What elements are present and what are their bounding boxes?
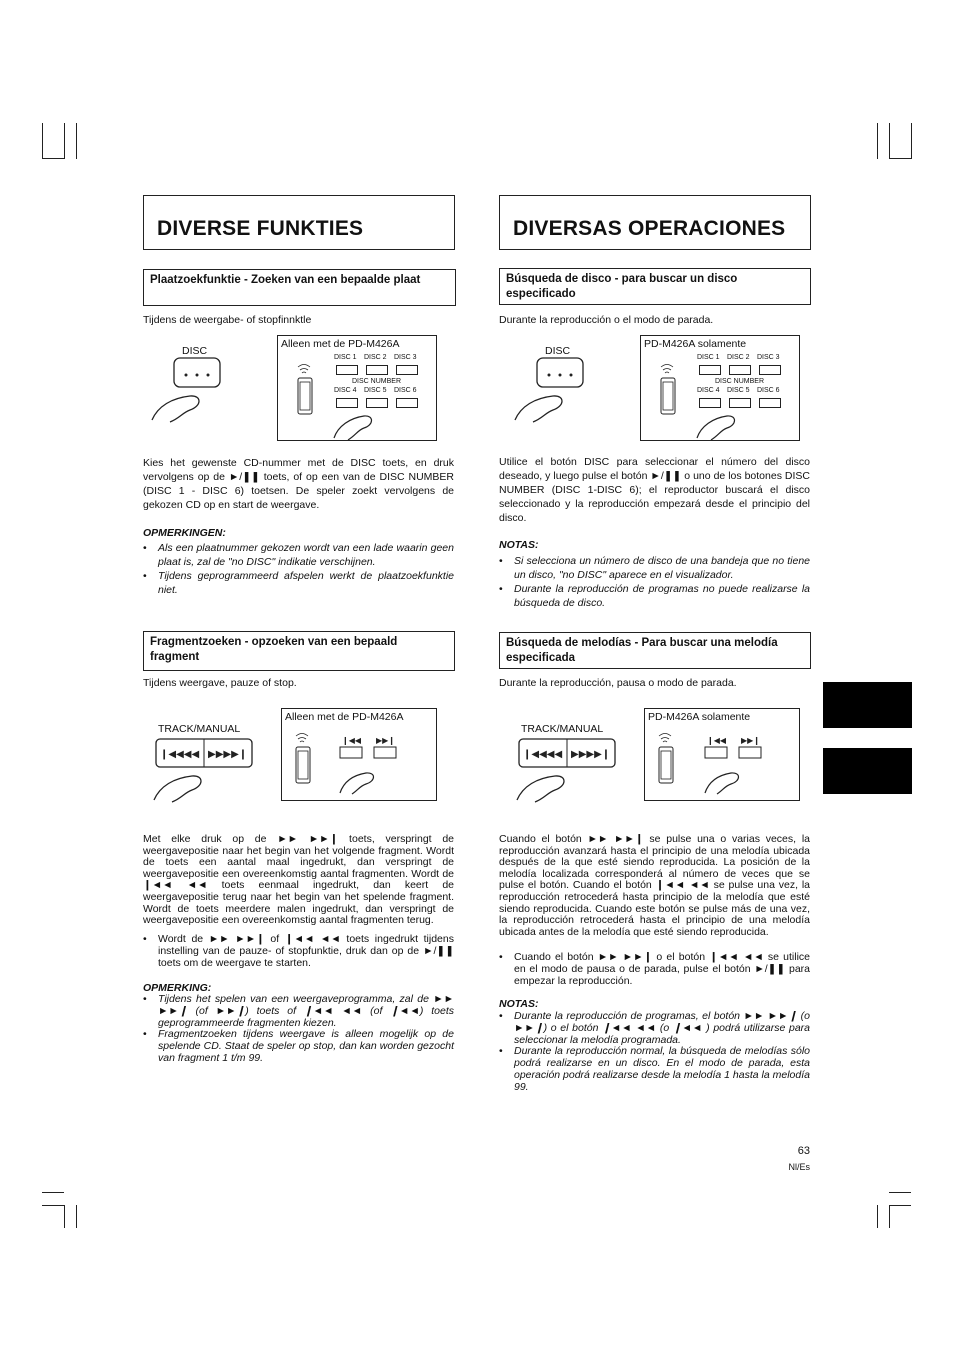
disc-2-label: DISC 2 — [364, 354, 387, 361]
finger-icon — [332, 408, 382, 442]
page-title — [499, 195, 811, 250]
section-heading: Fragmentzoeken - opzoeken van een bepaald fragment — [143, 631, 455, 671]
disc-3-button[interactable] — [759, 365, 781, 375]
remote-illustration — [644, 708, 800, 801]
disc-6-label: DISC 6 — [394, 387, 417, 394]
page-title-text: DIVERSAS OPERACIONES — [513, 217, 786, 240]
disc-6-label: DISC 6 — [757, 387, 780, 394]
disc-4-button[interactable] — [336, 398, 358, 408]
notes-list — [499, 1011, 810, 1094]
crop-mark — [889, 1205, 911, 1206]
crop-mark — [64, 123, 65, 159]
remote-caption: PD-M426A solamente — [648, 711, 751, 723]
remote-illustration — [277, 335, 437, 441]
disc-5-label: DISC 5 — [364, 387, 387, 394]
crop-mark — [877, 1205, 878, 1228]
disc-4-button[interactable] — [699, 398, 721, 408]
body-text: Met elke druk op de ►► ►►❙ toets, verspringt de weergavepositie naar het begin van het volgende fragment. Wordt de toets een aantal maal ingedrukt, dan verspringt de weergavepositie een overeenkomstig aantal fragmenten. Wordt de ❙◄◄ ◄◄ toets eenmaal ingedrukt, dan keert de weergavepositie terug naar het begin van het spelende fragment. Wordt de toets meerdere malen ingedrukt, dan verspringt de weergavepositie een overeenkomstig aantal fragmenten terug. — [143, 833, 454, 927]
disc-5-button[interactable] — [729, 398, 751, 408]
disc-button-label: DISC — [182, 345, 208, 357]
disc-3-button[interactable] — [396, 365, 418, 375]
language-code: Nl/Es — [788, 1162, 810, 1172]
language-tab — [823, 748, 912, 794]
remote-control-icon — [294, 362, 318, 418]
disc-1-button[interactable] — [336, 365, 358, 375]
crop-mark — [76, 1205, 77, 1228]
notes-heading: OPMERKINGEN: — [143, 527, 226, 539]
skip-buttons-illustration — [338, 735, 428, 795]
note-item: • Durante la reproducción de programas no puede realizarse la búsqueda de disco. — [499, 582, 810, 610]
svg-text:❙◀◀: ❙◀◀ — [342, 736, 362, 745]
note-item: • Durante la reproducción normal, la búsqueda de melodías sólo podrá realizarse en un disco. En el modo de parada, esta operación podrá realizarse desde la melodía 1 hasta la melodía 99. — [499, 1046, 810, 1093]
page-number: 63 — [797, 1145, 810, 1157]
svg-text:❙◀◀: ❙◀◀ — [707, 736, 727, 745]
body-text: Cuando el botón ►► ►►❙ se pulse una o varias veces, la reproducción avanzará hasta el principio de una melodía ubicada después de la que esté siendo reproducida. La posición de la melodía localizada corresponderá al número de veces que se pulse el botón. Cuando el botón ❙◄◄ ◄◄ se pulse una vez, la reproducción retrocederá hasta principio de la melodía que esté siendo reproducida. Cuando este botón se pulse más de una vez, la reproducción retrocederá hasta el principio de una melodía ubicada antes de la melodía que esté siendo reproducida. — [499, 833, 810, 938]
body-text: Kies het gewenste CD-nummer met de DISC toets, en druk vervolgens op de ►/❚❚ toets, of op een van de DISC NUMBER (DISC 1 - DISC 6) toetsen. De speler zoekt vervolgens de gekozen CD op en start de weergave. — [143, 457, 454, 511]
remote-control-icon — [292, 731, 316, 787]
crop-mark — [911, 123, 912, 159]
crop-mark — [877, 123, 878, 159]
section-heading: Búsqueda de disco - para buscar un disco especificado — [499, 268, 811, 305]
track-buttons-illustration — [513, 736, 623, 804]
svg-text:❙◀◀◀◀: ❙◀◀◀◀ — [160, 749, 200, 760]
note-item: • Tijdens geprogrammeerd afspelen werkt de plaatzoekfunktie niet. — [143, 569, 454, 597]
disc-number-label: DISC NUMBER — [715, 378, 765, 385]
crop-mark — [42, 1205, 64, 1206]
disc-4-label: DISC 4 — [334, 387, 357, 394]
section-heading: Búsqueda de melodías - Para buscar una melodía especificada — [499, 632, 811, 669]
note-item: • Durante la reproducción de programas, el botón ►► ►►❙ (o ►►❙) o el botón ❙◄◄ ◄◄ (o ❙◄◄ ) podrá utilizarse para seleccionar la melodía programada. — [499, 1011, 810, 1046]
track-buttons-illustration — [150, 736, 260, 804]
crop-mark — [42, 123, 43, 159]
disc-number-label: DISC NUMBER — [352, 378, 402, 385]
note-item: • Als een plaatnummer gekozen wordt van een lade waarin geen plaat is, zal de "no DISC" indikatie verschijnen. — [143, 541, 454, 569]
svg-text:▶▶▶▶❙: ▶▶▶▶❙ — [571, 749, 611, 760]
page-title-text: DIVERSE FUNKTIES — [157, 217, 364, 240]
remote-caption: Alleen met de PD-M426A — [281, 338, 400, 350]
svg-text:▶▶❙: ▶▶❙ — [376, 736, 396, 745]
notes-heading: NOTAS: — [499, 998, 539, 1010]
section-heading: Plaatzoekfunktie - Zoeken van een bepaalde plaat — [143, 269, 456, 306]
language-tab — [823, 682, 912, 728]
crop-mark — [889, 1192, 911, 1193]
finger-icon — [695, 408, 745, 442]
skip-buttons-illustration — [703, 735, 793, 795]
remote-control-icon — [657, 362, 681, 418]
disc-1-button[interactable] — [699, 365, 721, 375]
page-title — [143, 195, 455, 250]
disc-5-label: DISC 5 — [727, 387, 750, 394]
disc-6-button[interactable] — [396, 398, 418, 408]
notes-list — [499, 554, 810, 610]
disc-button-illustration — [513, 356, 593, 428]
disc-button-illustration — [150, 356, 230, 428]
disc-6-button[interactable] — [759, 398, 781, 408]
body-text: Utilice el botón DISC para seleccionar el número del disco deseado, y luego pulse el botón ►/❚❚ o uno de los botones DISC NUMBER (DISC 1-DISC 6); el reproductor buscará el disco seleccionado y la reproducción empezará desde el principio del disco. — [499, 456, 810, 524]
crop-mark — [42, 1192, 64, 1193]
condition-text: Durante la reproducción, pausa o modo de parada. — [499, 677, 737, 689]
disc-2-button[interactable] — [729, 365, 751, 375]
condition-text: Durante la reproducción o el modo de parada. — [499, 314, 714, 326]
remote-control-icon — [655, 731, 679, 787]
bullet-list — [143, 934, 454, 969]
condition-text: Tijdens weergave, pauze of stop. — [143, 677, 297, 689]
notes-heading: NOTAS: — [499, 539, 539, 551]
condition-text: Tijdens de weergabe- of stopfinnktle — [143, 314, 312, 326]
remote-caption: PD-M426A solamente — [644, 338, 747, 350]
disc-1-label: DISC 1 — [334, 354, 357, 361]
disc-3-label: DISC 3 — [394, 354, 417, 361]
svg-text:❙◀◀◀◀: ❙◀◀◀◀ — [523, 749, 563, 760]
disc-2-button[interactable] — [366, 365, 388, 375]
remote-illustration — [640, 335, 800, 441]
note-item: • Fragmentzoeken tijdens weergave is alleen mogelijk op de spelende CD. Staat de speler op stop, dan kan worden gezocht van fragment 1 t/m 99. — [143, 1029, 454, 1064]
disc-4-label: DISC 4 — [697, 387, 720, 394]
bullet-item: • Cuando el botón ►► ►►❙ o el botón ❙◄◄ ◄◄ se utilice en el modo de pausa o de parada, pulse el botón ►/❚❚ para empezar la reproducción. — [499, 952, 810, 987]
disc-3-label: DISC 3 — [757, 354, 780, 361]
crop-mark — [889, 1205, 890, 1228]
track-manual-label: TRACK/MANUAL — [158, 723, 241, 735]
bullet-item: • Wordt de ►► ►►❙ of ❙◄◄ ◄◄ toets ingedrukt tijdens instelling van de pauze- of stopfunktie, druk dan op de ►/❚❚ toets om de weergave te starten. — [143, 934, 454, 969]
crop-mark — [42, 158, 64, 159]
disc-2-label: DISC 2 — [727, 354, 750, 361]
bullet-list — [499, 952, 810, 987]
svg-text:▶▶▶▶❙: ▶▶▶▶❙ — [208, 749, 248, 760]
note-item: • Tijdens het spelen van een weergaveprogramma, zal de ►► ►►❙ (of ►►❙) toets of ❙◄◄ ◄◄ (of ❙◄◄) toets geprogrammeerde fragmenten kiezen. — [143, 994, 454, 1029]
crop-mark — [76, 123, 77, 159]
notes-list — [143, 994, 454, 1065]
remote-illustration — [281, 708, 437, 801]
notes-list — [143, 541, 454, 597]
notes-heading: OPMERKING: — [143, 982, 212, 994]
crop-mark — [889, 123, 890, 159]
track-manual-label: TRACK/MANUAL — [521, 723, 604, 735]
remote-caption: Alleen met de PD-M426A — [285, 711, 404, 723]
disc-button-label: DISC — [545, 345, 571, 357]
crop-mark — [889, 158, 911, 159]
disc-5-button[interactable] — [366, 398, 388, 408]
crop-mark — [64, 1205, 65, 1228]
svg-text:▶▶❙: ▶▶❙ — [741, 736, 761, 745]
note-item: • Si selecciona un número de disco de una bandeja que no tiene un disco, "no DISC" aparece en el visualizador. — [499, 554, 810, 582]
disc-1-label: DISC 1 — [697, 354, 720, 361]
